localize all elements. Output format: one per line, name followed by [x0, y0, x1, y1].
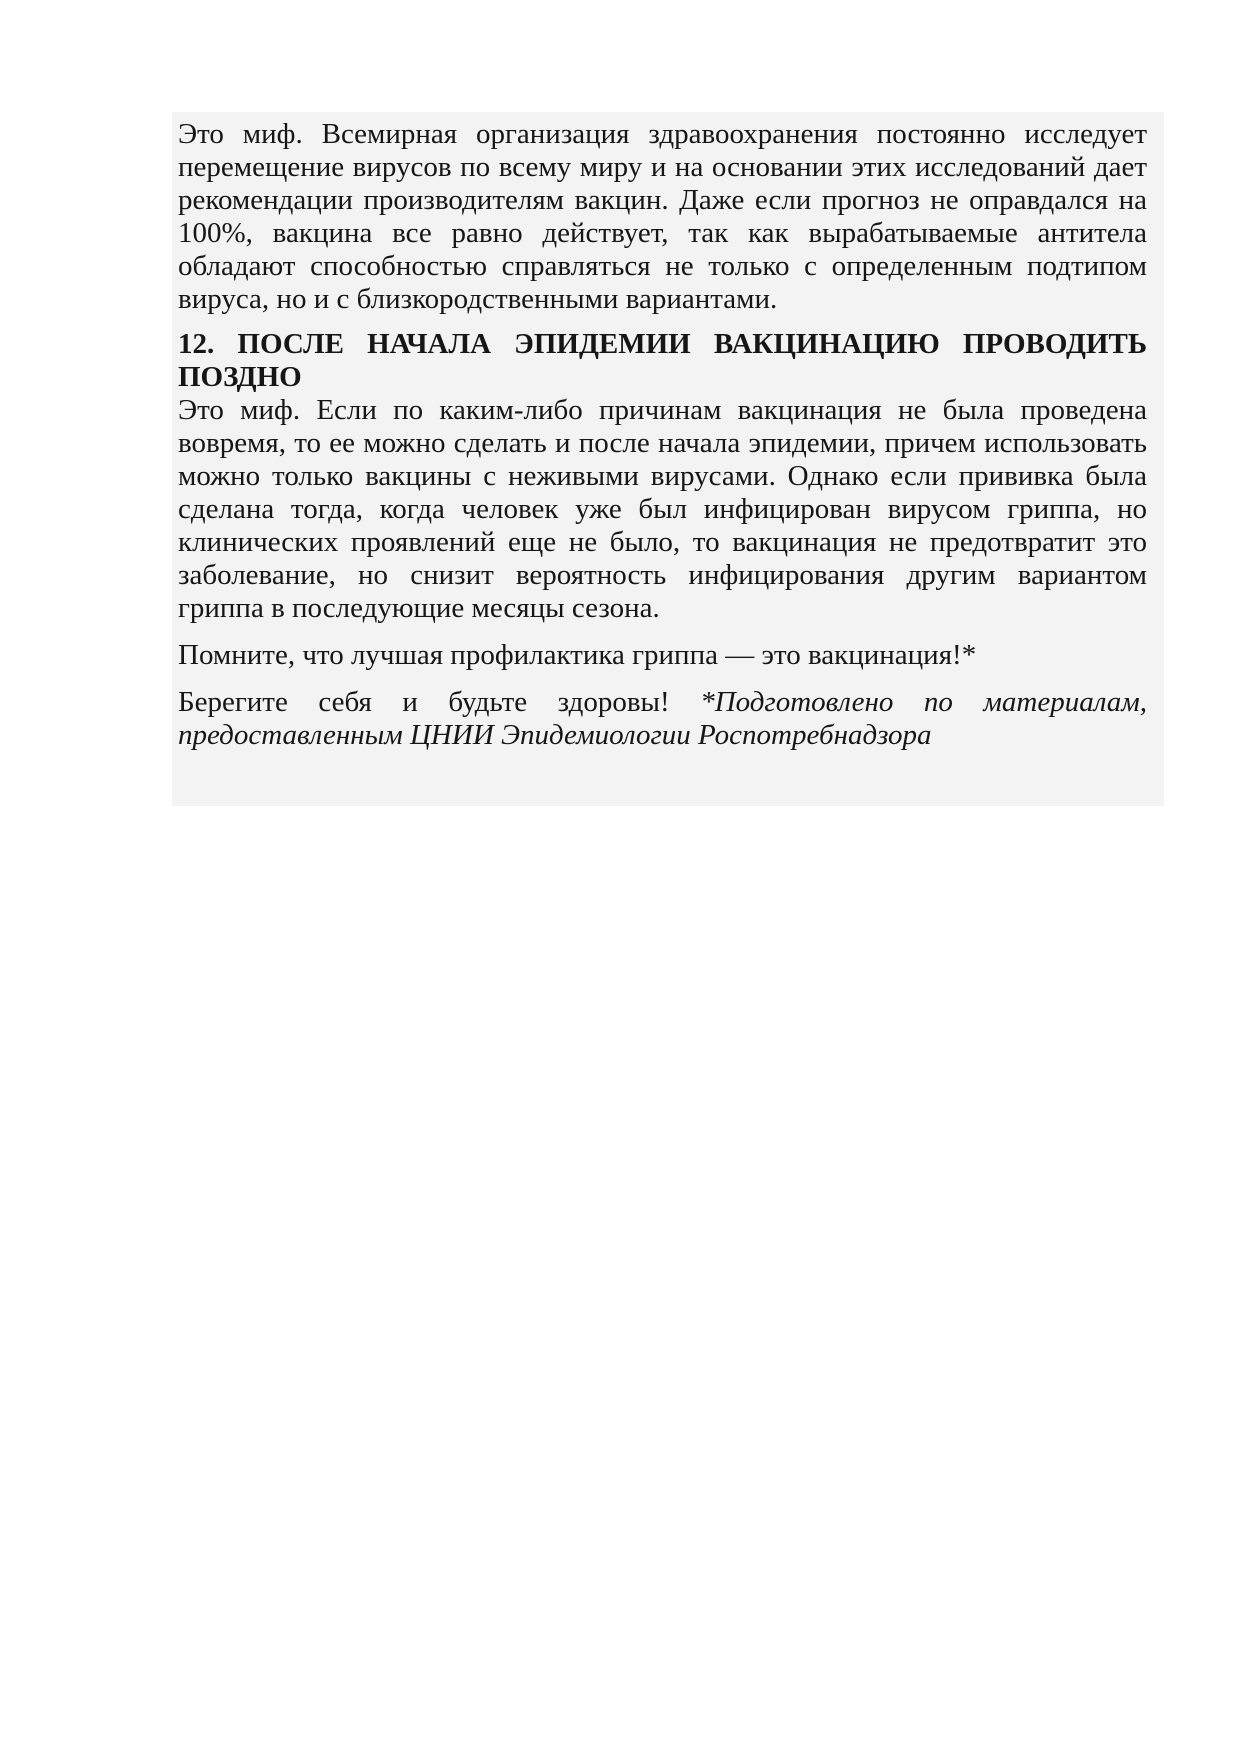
- closing-wish: Берегите себя и будьте здоровы!: [178, 686, 701, 718]
- myth-paragraph-11: Это миф. Всемирная организация здравоохранения постоянно исследует перемещение вирусов по всему миру и на основании этих исследований дает рекомендации производителям вакцин. Даже если прогноз не оправдался на 100%, вакцина все равно действует, так как вырабатываемые антитела обладают способностью справляться не только с определенным подтипом вируса, но и с близкородственными вариантами.: [178, 118, 1147, 315]
- closing-paragraph: [178, 686, 1147, 752]
- document-body: [178, 118, 1147, 752]
- vaccination-reminder: Помните, что лучшая профилактика гриппа — это вакцинация!*: [178, 639, 977, 671]
- source-note: *Подготовлено по материалам, предоставленным ЦНИИ Эпидемиологии Роспотребнадзора: [178, 686, 1147, 751]
- section-heading-12: 12. ПОСЛЕ НАЧАЛА ЭПИДЕМИИ ВАКЦИНАЦИЮ ПРОВОДИТЬ ПОЗДНО: [178, 328, 1147, 393]
- myth-paragraph-12: Это миф. Если по каким-либо причинам вакцинация не была проведена вовремя, то ее можно сделать и после начала эпидемии, причем использовать можно только вакцины с неживыми вирусами. Однако если прививка была сделана тогда, когда человек уже был инфицирован вирусом гриппа, но клинических проявлений еще не было, то вакцинация не предотвратит это заболевание, но снизит вероятность инфицирования другим вариантом гриппа в последующие месяцы сезона.: [178, 394, 1147, 624]
